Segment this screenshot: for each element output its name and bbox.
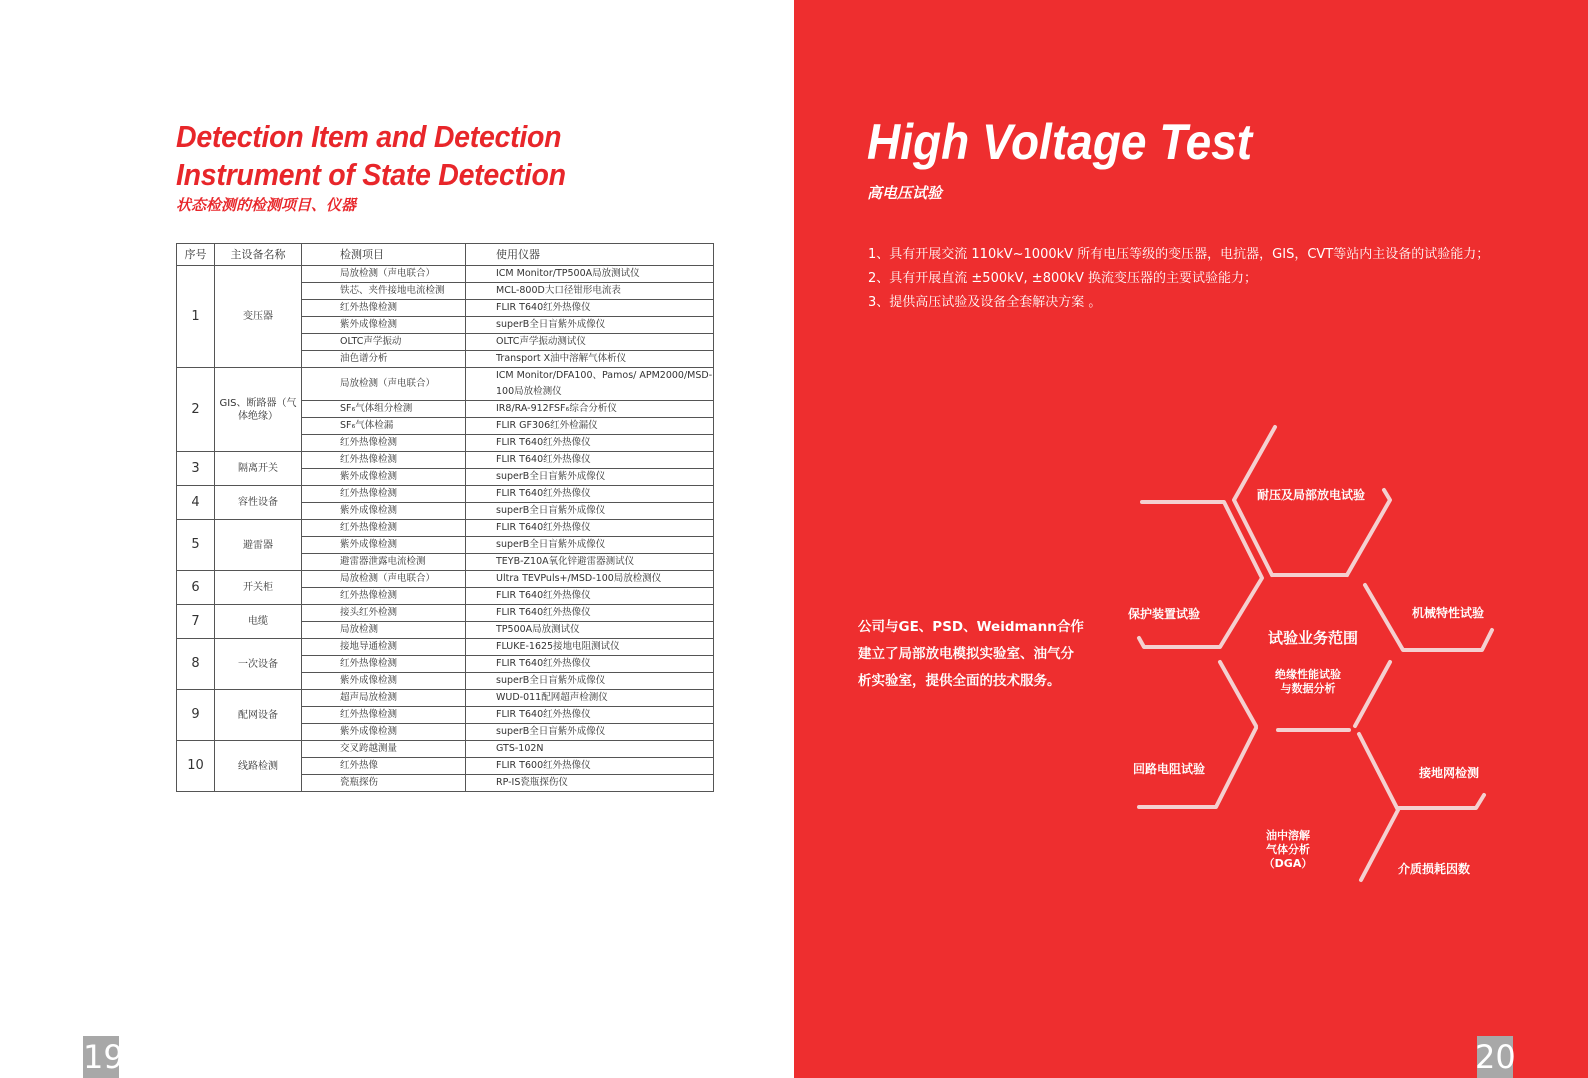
cell-equipment: 隔离开关 — [215, 452, 302, 486]
cell-item: 红外热像检测 — [302, 656, 466, 673]
scope-insulation-line: 与数据分析 — [1280, 682, 1336, 695]
cell-item: 瓷瓶探伤 — [302, 775, 466, 792]
hv-title: High Voltage Test — [867, 114, 1253, 170]
scope-mechanical: 机械特性试验 — [1412, 606, 1485, 620]
cell-item: 局放检测（声电联合） — [302, 266, 466, 283]
cell-equipment: 变压器 — [215, 266, 302, 368]
table-header-row — [177, 244, 714, 266]
cell-item: 铁芯、夹件接地电流检测 — [302, 283, 466, 300]
cell-item: 紫外成像检测 — [302, 317, 466, 334]
cell-instrument: Ultra TEVPuls+/MSD-100局放检测仪 — [466, 571, 714, 588]
cell-item: 红外热像检测 — [302, 707, 466, 724]
cell-no: 1 — [177, 266, 215, 368]
page-subtitle-cn: 状态检测的检测项目、仪器 — [176, 196, 357, 214]
cell-no: 3 — [177, 452, 215, 486]
scope-dga-line: （DGA） — [1263, 857, 1313, 870]
cell-item: SF₆气体组分检测 — [302, 401, 466, 418]
cell-instrument: superB全日盲紫外成像仪 — [466, 469, 714, 486]
cell-instrument: FLIR T640红外热像仪 — [466, 588, 714, 605]
cell-no: 9 — [177, 690, 215, 741]
cell-instrument: FLIR T600红外热像仪 — [466, 758, 714, 775]
scope-dga — [1260, 829, 1316, 871]
cell-equipment: 容性设备 — [215, 486, 302, 520]
cell-item: 超声局放检测 — [302, 690, 466, 707]
page-title-line1: Detection Item and Detection — [176, 119, 562, 154]
cell-item: 红外热像检测 — [302, 588, 466, 605]
scope-insulation-line: 绝缘性能试验 — [1275, 668, 1341, 681]
cell-item: 红外热像 — [302, 758, 466, 775]
cell-instrument: FLIR T640红外热像仪 — [466, 707, 714, 724]
cell-instrument: FLUKE-1625接地电阻测试仪 — [466, 639, 714, 656]
cell-instrument: FLIR T640红外热像仪 — [466, 520, 714, 537]
detection-table — [176, 243, 714, 792]
cell-instrument: superB全日盲紫外成像仪 — [466, 317, 714, 334]
scope-dga-line: 气体分析 — [1266, 843, 1310, 856]
cell-instrument: superB全日盲紫外成像仪 — [466, 503, 714, 520]
scope-withstand: 耐压及局部放电试验 — [1257, 488, 1366, 502]
cell-no: 8 — [177, 639, 215, 690]
cell-item: 接地导通检测 — [302, 639, 466, 656]
cell-item: 紫外成像检测 — [302, 724, 466, 741]
cell-item: 红外热像检测 — [302, 435, 466, 452]
page-number-right — [1475, 1036, 1516, 1078]
cell-item: 接头红外检测 — [302, 605, 466, 622]
scope-protection: 保护装置试验 — [1128, 607, 1201, 621]
cell-instrument: GTS-102N — [466, 741, 714, 758]
cell-instrument: FLIR GF306红外检漏仪 — [466, 418, 714, 435]
cell-no: 10 — [177, 741, 215, 792]
header-instrument: 使用仪器 — [466, 244, 714, 266]
header-equipment: 主设备名称 — [215, 244, 302, 266]
page-number-left — [83, 1036, 124, 1078]
partner-line: 建立了局部放电模拟实验室、油气分 — [858, 646, 1074, 662]
hex-line — [1355, 662, 1390, 726]
scope-grounding: 接地网检测 — [1419, 766, 1480, 780]
table-row — [177, 571, 714, 588]
table-row — [177, 741, 714, 758]
cell-instrument: superB全日盲紫外成像仪 — [466, 673, 714, 690]
cell-instrument: superB全日盲紫外成像仪 — [466, 724, 714, 741]
cell-instrument: MCL-800D大口径钳形电流表 — [466, 283, 714, 300]
cell-equipment: GIS、断路器（气体绝缘） — [215, 368, 302, 452]
cell-item: 红外热像检测 — [302, 452, 466, 469]
cell-item: 红外热像检测 — [302, 520, 466, 537]
partner-line: 析实验室，提供全面的技术服务。 — [858, 673, 1061, 689]
cell-item: 局放检测（声电联合） — [302, 368, 466, 401]
cell-item: 油色谱分析 — [302, 351, 466, 368]
scope-hexagon-diagram — [794, 0, 1588, 1078]
cell-instrument: RP-IS瓷瓶探伤仪 — [466, 775, 714, 792]
hex-line — [1398, 795, 1484, 808]
hv-subtitle: 高电压试验 — [867, 184, 943, 202]
table-row — [177, 690, 714, 707]
hex-line — [1139, 502, 1262, 647]
cell-instrument: FLIR T640红外热像仪 — [466, 605, 714, 622]
cell-no: 4 — [177, 486, 215, 520]
cell-instrument: superB全日盲紫外成像仪 — [466, 537, 714, 554]
cell-instrument: FLIR T640红外热像仪 — [466, 486, 714, 503]
cell-no: 6 — [177, 571, 215, 605]
cell-instrument: Transport X油中溶解气体析仪 — [466, 351, 714, 368]
table-row — [177, 452, 714, 469]
partner-line: 公司与GE、PSD、Weidmann合作 — [858, 619, 1084, 635]
cell-item: 紫外成像检测 — [302, 537, 466, 554]
cell-no: 2 — [177, 368, 215, 452]
cell-item: 避雷器泄露电流检测 — [302, 554, 466, 571]
scope-insulation — [1270, 668, 1346, 696]
page-number-left-text: 19 — [83, 1038, 124, 1076]
cell-item: 红外热像检测 — [302, 486, 466, 503]
cell-equipment: 配网设备 — [215, 690, 302, 741]
page-number-right-text: 20 — [1475, 1038, 1516, 1076]
cell-instrument: ICM Monitor/TP500A局放测试仪 — [466, 266, 714, 283]
cell-item: 紫外成像检测 — [302, 469, 466, 486]
cell-no: 5 — [177, 520, 215, 571]
table-row — [177, 605, 714, 622]
cell-item: 交叉跨越测量 — [302, 741, 466, 758]
cell-item: 紫外成像检测 — [302, 503, 466, 520]
table-row — [177, 486, 714, 503]
table-row — [177, 520, 714, 537]
table-row — [177, 368, 714, 401]
cell-instrument: WUD-011配网超声检测仪 — [466, 690, 714, 707]
cell-instrument: FLIR T640红外热像仪 — [466, 300, 714, 317]
hex-line — [1220, 662, 1256, 726]
right-page — [794, 0, 1588, 1078]
cell-instrument: TEYB-Z10A氧化锌避雷器测试仪 — [466, 554, 714, 571]
cell-item: 局放检测 — [302, 622, 466, 639]
cell-item: 局放检测（声电联合） — [302, 571, 466, 588]
capability-item: 2、具有开展直流 ±500kV, ±800kV 换流变压器的主要试验能力； — [868, 271, 1258, 286]
cell-item: SF₆气体检漏 — [302, 418, 466, 435]
cell-instrument: IR8/RA-912FSF₆综合分析仪 — [466, 401, 714, 418]
scope-loop-resistance: 回路电阻试验 — [1133, 762, 1206, 776]
table-row — [177, 266, 714, 283]
scope-dielectric: 介质损耗因数 — [1398, 862, 1471, 876]
cell-equipment: 开关柜 — [215, 571, 302, 605]
cell-instrument: OLTC声学振动测试仪 — [466, 334, 714, 351]
cell-item: OLTC声学振动 — [302, 334, 466, 351]
cell-instrument: FLIR T640红外热像仪 — [466, 656, 714, 673]
cell-no: 7 — [177, 605, 215, 639]
cell-equipment: 避雷器 — [215, 520, 302, 571]
cell-instrument: FLIR T640红外热像仪 — [466, 435, 714, 452]
capability-item: 1、具有开展交流 110kV~1000kV 所有电压等级的变压器，电抗器，GIS，CVT等站内主设备的试验能力； — [868, 247, 1490, 262]
cell-instrument: FLIR T640红外热像仪 — [466, 452, 714, 469]
cell-instrument: TP500A局放测试仪 — [466, 622, 714, 639]
scope-dga-line: 油中溶解 — [1266, 829, 1310, 842]
hex-line — [1359, 734, 1398, 880]
table-body — [177, 266, 714, 792]
cell-item: 红外热像检测 — [302, 300, 466, 317]
header-no: 序号 — [177, 244, 215, 266]
scope-center-label: 试验业务范围 — [1268, 629, 1359, 647]
capability-item: 3、提供高压试验及设备全套解决方案 。 — [868, 295, 1102, 310]
cell-equipment: 线路检测 — [215, 741, 302, 792]
table-row — [177, 639, 714, 656]
header-item: 检测项目 — [302, 244, 466, 266]
page-title-line2: Instrument of State Detection — [176, 157, 566, 192]
cell-equipment: 一次设备 — [215, 639, 302, 690]
cell-instrument: ICM Monitor/DFA100、Pamos/ APM2000/MSD-100局放检测仪 — [466, 368, 714, 401]
cell-item: 紫外成像检测 — [302, 673, 466, 690]
cell-equipment: 电缆 — [215, 605, 302, 639]
